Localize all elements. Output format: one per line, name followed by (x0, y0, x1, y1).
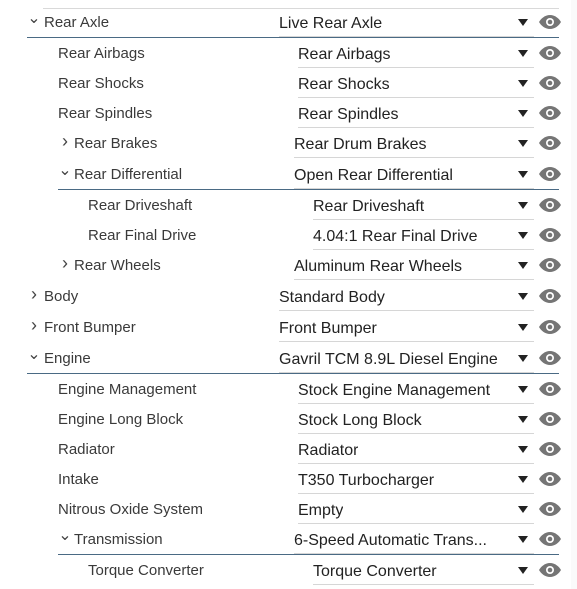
tree-row (0, 129, 577, 159)
part-slot-label: Front Bumper (44, 319, 136, 336)
tree-row (0, 344, 577, 374)
part-select[interactable] (298, 435, 534, 464)
caret-down-icon (518, 50, 528, 57)
caret-down-icon (518, 386, 528, 393)
part-select-value: Gavril TCM 8.9L Diesel Engine (279, 351, 498, 368)
part-slot-label: Body (44, 288, 79, 305)
tree-row (0, 495, 577, 525)
caret-down-icon (518, 355, 528, 362)
eye-icon[interactable] (539, 167, 561, 181)
group-divider (27, 37, 559, 38)
chevron-down-icon[interactable]: ⌄ (27, 346, 41, 363)
part-slot-label: Torque Converter (88, 562, 204, 579)
eye-icon[interactable] (539, 228, 561, 242)
eye-icon[interactable] (539, 106, 561, 120)
part-select-value: Rear Drum Brakes (294, 136, 427, 153)
part-select-value: Radiator (298, 442, 359, 459)
tree-row (0, 282, 577, 312)
eye-icon[interactable] (539, 15, 561, 29)
part-select-value: Empty (298, 502, 344, 519)
part-select[interactable] (298, 495, 534, 524)
part-select-value: Live Rear Axle (279, 15, 383, 32)
part-slot-label: Nitrous Oxide System (58, 501, 204, 518)
part-select-value: Stock Engine Management (298, 382, 491, 399)
part-select-value: Rear Shocks (298, 76, 390, 93)
caret-down-icon (518, 202, 528, 209)
group-divider (58, 189, 559, 190)
chevron-right-icon[interactable]: › (31, 283, 37, 304)
part-select-value: Open Rear Differential (294, 167, 453, 184)
chevron-right-icon[interactable]: › (62, 130, 68, 151)
part-select[interactable] (298, 69, 534, 98)
group-divider (58, 554, 559, 555)
caret-down-icon (518, 536, 528, 543)
chevron-right-icon[interactable]: › (62, 252, 68, 273)
part-select-value: Stock Long Block (298, 412, 422, 429)
tree-row (0, 221, 577, 251)
caret-down-icon (518, 110, 528, 117)
part-slot-label: Rear Driveshaft (88, 197, 193, 214)
tree-row (0, 556, 577, 586)
tree-row (0, 465, 577, 495)
eye-icon[interactable] (539, 412, 561, 426)
part-slot-label: Rear Airbags (58, 45, 145, 62)
part-slot-label: Intake (58, 471, 99, 488)
tree-row (0, 313, 577, 343)
eye-icon[interactable] (539, 289, 561, 303)
caret-down-icon (518, 232, 528, 239)
caret-down-icon (518, 171, 528, 178)
eye-icon[interactable] (539, 198, 561, 212)
tree-row (0, 99, 577, 129)
scrollbar[interactable] (571, 0, 577, 589)
part-slot-label: Rear Brakes (74, 135, 158, 152)
part-select-value: T350 Turbocharger (298, 472, 435, 489)
group-divider (27, 373, 559, 374)
eye-icon[interactable] (539, 76, 561, 90)
eye-icon[interactable] (539, 442, 561, 456)
tree-row (0, 8, 577, 38)
eye-icon[interactable] (539, 136, 561, 150)
part-slot-label: Rear Axle (44, 14, 110, 31)
part-select[interactable] (313, 191, 534, 220)
caret-down-icon (518, 19, 528, 26)
eye-icon[interactable] (539, 532, 561, 546)
caret-down-icon (518, 262, 528, 269)
eye-icon[interactable] (539, 46, 561, 60)
tree-row (0, 405, 577, 435)
part-select[interactable] (313, 221, 534, 250)
part-select[interactable] (298, 405, 534, 434)
caret-down-icon (518, 446, 528, 453)
part-select[interactable] (298, 375, 534, 404)
part-select-value: Torque Converter (313, 563, 437, 580)
part-slot-label: Engine Management (58, 381, 197, 398)
part-slot-label: Transmission (74, 531, 163, 548)
part-select[interactable] (294, 251, 534, 280)
part-select[interactable] (298, 39, 534, 68)
eye-icon[interactable] (539, 320, 561, 334)
part-select[interactable] (298, 99, 534, 128)
part-select[interactable] (279, 282, 534, 311)
part-slot-label: Rear Final Drive (88, 227, 197, 244)
part-select-value: 4.04:1 Rear Final Drive (313, 228, 478, 245)
part-slot-label: Engine (44, 350, 91, 367)
chevron-down-icon[interactable]: ⌄ (58, 527, 72, 544)
eye-icon[interactable] (539, 502, 561, 516)
caret-down-icon (518, 567, 528, 574)
part-select[interactable] (294, 160, 534, 189)
caret-down-icon (518, 293, 528, 300)
part-select-value: Front Bumper (279, 320, 377, 337)
part-slot-label: Engine Long Block (58, 411, 184, 428)
eye-icon[interactable] (539, 563, 561, 577)
tree-row (0, 251, 577, 281)
tree-row (0, 39, 577, 69)
part-slot-label: Rear Spindles (58, 105, 153, 122)
part-select-value: 6-Speed Automatic Trans... (294, 532, 487, 549)
part-select-value: Standard Body (279, 289, 385, 306)
part-slot-label: Rear Shocks (58, 75, 144, 92)
part-select[interactable] (294, 525, 534, 554)
part-slot-label: Rear Wheels (74, 257, 161, 274)
part-select-value: Rear Driveshaft (313, 198, 425, 215)
part-select[interactable] (298, 465, 534, 494)
part-slot-label: Radiator (58, 441, 115, 458)
part-select[interactable] (279, 313, 534, 342)
tree-row (0, 525, 577, 555)
eye-icon[interactable] (539, 472, 561, 486)
tree-row (0, 191, 577, 221)
part-select-value: Rear Spindles (298, 106, 399, 123)
chevron-down-icon[interactable]: ⌄ (58, 162, 72, 179)
part-select-value: Rear Airbags (298, 46, 391, 63)
caret-down-icon (518, 140, 528, 147)
part-select[interactable] (279, 8, 534, 37)
tree-row (0, 375, 577, 405)
part-slot-label: Rear Differential (74, 166, 183, 183)
eye-icon[interactable] (539, 351, 561, 365)
chevron-down-icon[interactable]: ⌄ (27, 10, 41, 27)
part-select[interactable] (313, 556, 534, 585)
part-select[interactable] (279, 344, 534, 373)
chevron-right-icon[interactable]: › (31, 314, 37, 335)
tree-row (0, 69, 577, 99)
tree-row (0, 160, 577, 190)
caret-down-icon (518, 506, 528, 513)
eye-icon[interactable] (539, 258, 561, 272)
caret-down-icon (518, 80, 528, 87)
tree-row (0, 435, 577, 465)
eye-icon[interactable] (539, 382, 561, 396)
part-select[interactable] (294, 129, 534, 158)
caret-down-icon (518, 324, 528, 331)
caret-down-icon (518, 476, 528, 483)
caret-down-icon (518, 416, 528, 423)
part-select-value: Aluminum Rear Wheels (294, 258, 463, 275)
